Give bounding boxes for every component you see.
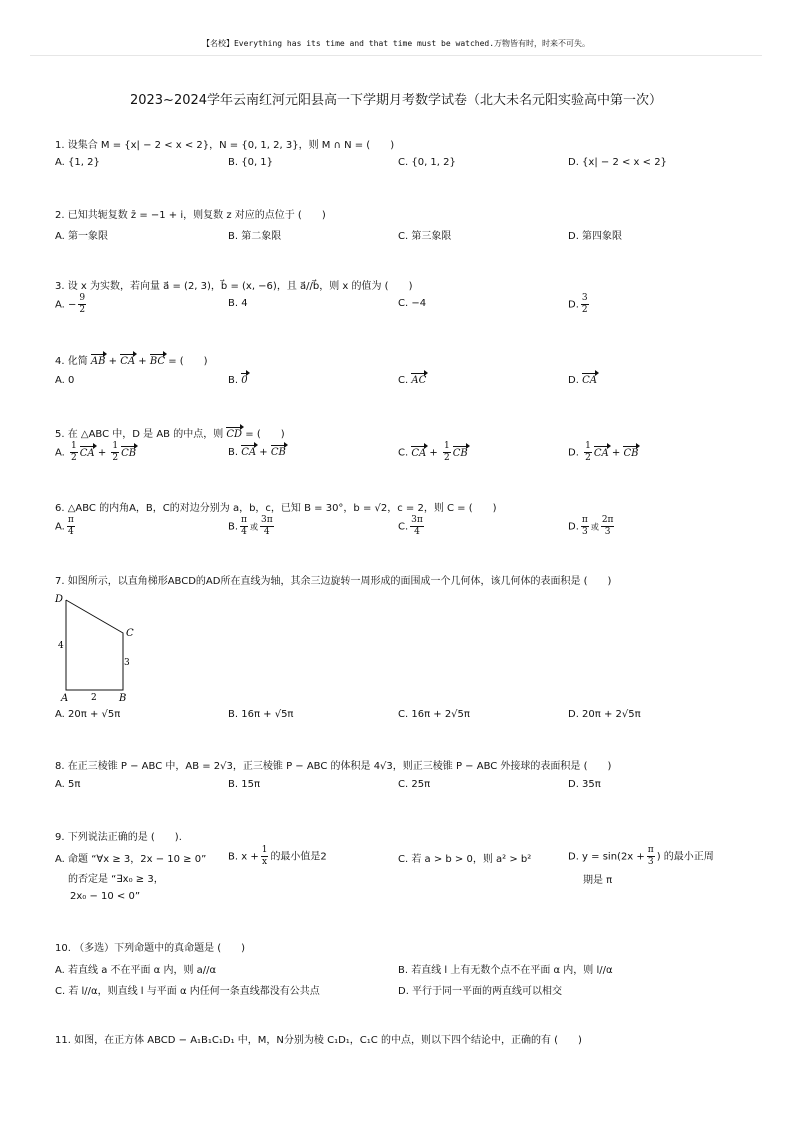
question-4-stem: 4. 化简 AB + CA + BC = ( )	[55, 356, 208, 367]
side-ad-length: 4	[58, 641, 64, 651]
question-8-option-c: C. 25π	[398, 779, 431, 790]
question-10-stem: 10. （多选）下列命题中的真命题是 ( )	[55, 943, 246, 954]
question-3-option-c: C. −4	[398, 298, 427, 309]
page-header: 【名校】Everything has its time and that time must be watched.万物皆有时，时来不可失。	[201, 39, 591, 48]
question-7-option-d: D. 20π + 2√5π	[568, 709, 641, 720]
question-6-option-b: B. $\frac{\pi}{4}$ 或 $\frac{3\pi}{4}$	[228, 515, 273, 537]
question-9-option-a-line1: A. 命题 “∀x ≥ 3，2x − 10 ≥ 0”	[55, 854, 207, 865]
question-3-option-a: A. − $\frac{9}{2}$	[55, 293, 86, 315]
question-6-option-c: C. $\frac{3\pi}{4}$	[398, 515, 423, 537]
question-4-option-a: A. 0	[55, 375, 75, 386]
question-9-option-d-line2: 期是 π	[583, 875, 613, 886]
question-5-option-b: B. CA + CB	[228, 447, 286, 458]
side-ab-length: 2	[91, 693, 97, 703]
question-9-option-b: B. x + $\frac{1}{x}$ 的最小值是2	[228, 845, 327, 867]
question-9-option-a-line2: 的否定是 “∃x₀ ≥ 3，	[68, 874, 164, 885]
question-4-option-b: B. 0	[228, 375, 248, 386]
question-1-option-b: B. {0, 1}	[228, 157, 274, 168]
question-9-stem: 9. 下列说法正确的是 ( ).	[55, 832, 182, 843]
question-5-stem: 5. 在 △ABC 中，D 是 AB 的中点，则 CD = ( )	[55, 429, 285, 440]
vertex-c-label: C	[126, 628, 134, 639]
question-1-option-c: C. {0, 1, 2}	[398, 157, 456, 168]
question-8-option-a: A. 5π	[55, 779, 81, 790]
question-8-option-b: B. 15π	[228, 779, 260, 790]
question-10-option-d: D. 平行于同一平面的两直线可以相交	[398, 986, 563, 997]
question-6-stem: 6. △ABC 的内角A，B，C的对边分别为 a，b，c，已知 B = 30°，b = √2，c = 2，则 C = ( )	[55, 503, 497, 514]
question-9-option-c: C. 若 a > b > 0，则 a² > b²	[398, 854, 532, 865]
question-7-option-c: C. 16π + 2√5π	[398, 709, 470, 720]
question-2-option-c: C. 第三象限	[398, 231, 452, 242]
question-3-option-d: D. $\frac{3}{2}$	[568, 293, 588, 315]
question-2-option-d: D. 第四象限	[568, 231, 623, 242]
vertex-a-label: A	[61, 693, 69, 704]
vertex-d-label: D	[55, 594, 64, 605]
question-8-stem: 8. 在正三棱锥 P − ABC 中，AB = 2√3，正三棱锥 P − ABC 的体积是 4√3，则正三棱锥 P − ABC 外接球的表面积是 ( )	[55, 761, 612, 772]
trapezoid-figure	[50, 590, 150, 705]
question-9-option-a-line3: 2x₀ − 10 < 0”	[70, 891, 141, 902]
question-5-option-c: C. CA + $\frac{1}{2}$ CB	[398, 441, 468, 463]
question-9-option-d: D. y = sin(2x + $\frac{\pi}{3}$ ) 的最小正周	[568, 845, 714, 867]
question-4-option-c: C. AC	[398, 375, 427, 386]
question-10-option-a: A. 若直线 a 不在平面 α 内，则 a//α	[55, 965, 217, 976]
header-divider	[30, 55, 762, 56]
question-5-option-d: D. $\frac{1}{2}$ CA + CB	[568, 441, 639, 463]
question-3-stem: 3. 设 x 为实数，若向量 a⃗ = (2, 3)，b⃗ = (x, −6)，且 a⃗//b⃗，则 x 的值为 ( )	[55, 281, 413, 292]
question-2-option-b: B. 第二象限	[228, 231, 282, 242]
page-title: 2023~2024学年云南红河元阳县高一下学期月考数学试卷（北大未名元阳实验高中第一次）	[129, 93, 663, 108]
question-4-option-d: D. CA	[568, 375, 597, 386]
question-10-option-c: C. 若 l//α，则直线 l 与平面 α 内任何一条直线都没有公共点	[55, 986, 320, 997]
question-7-stem: 7. 如图所示，以直角梯形ABCD的AD所在直线为轴，其余三边旋转一周形成的面围成一个几何体，该几何体的表面积是 ( )	[55, 576, 612, 587]
question-1-stem: 1. 设集合 M = {x| − 2 < x < 2}，N = {0, 1, 2, 3}，则 M ∩ N = ( )	[55, 140, 395, 151]
question-3-option-b: B. 4	[228, 298, 248, 309]
question-8-option-d: D. 35π	[568, 779, 601, 790]
question-2-stem: 2. 已知共轭复数 z̄ = −1 + i，则复数 z 对应的点位于 ( )	[55, 210, 326, 221]
question-1-option-a: A. {1, 2}	[55, 157, 100, 168]
question-2-option-a: A. 第一象限	[55, 231, 109, 242]
side-bc-length: 3	[124, 658, 130, 668]
question-6-option-a: A. $\frac{\pi}{4}$	[55, 515, 74, 537]
question-10-option-b: B. 若直线 l 上有无数个点不在平面 α 内，则 l//α	[398, 965, 613, 976]
trapezoid-outline	[66, 600, 123, 690]
question-1-option-d: D. {x| − 2 < x < 2}	[568, 157, 667, 168]
question-6-option-d: D. $\frac{\pi}{3}$ 或 $\frac{2\pi}{3}$	[568, 515, 614, 537]
question-5-option-a: A. $\frac{1}{2}$ CA + $\frac{1}{2}$ CB	[55, 441, 137, 463]
question-7-option-a: A. 20π + √5π	[55, 709, 121, 720]
question-7-option-b: B. 16π + √5π	[228, 709, 294, 720]
vertex-b-label: B	[119, 693, 127, 704]
question-11-stem: 11. 如图，在正方体 ABCD − A₁B₁C₁D₁ 中，M，N分别为棱 C₁D₁，C₁C 的中点，则以下四个结论中，正确的有 ( )	[55, 1035, 582, 1046]
